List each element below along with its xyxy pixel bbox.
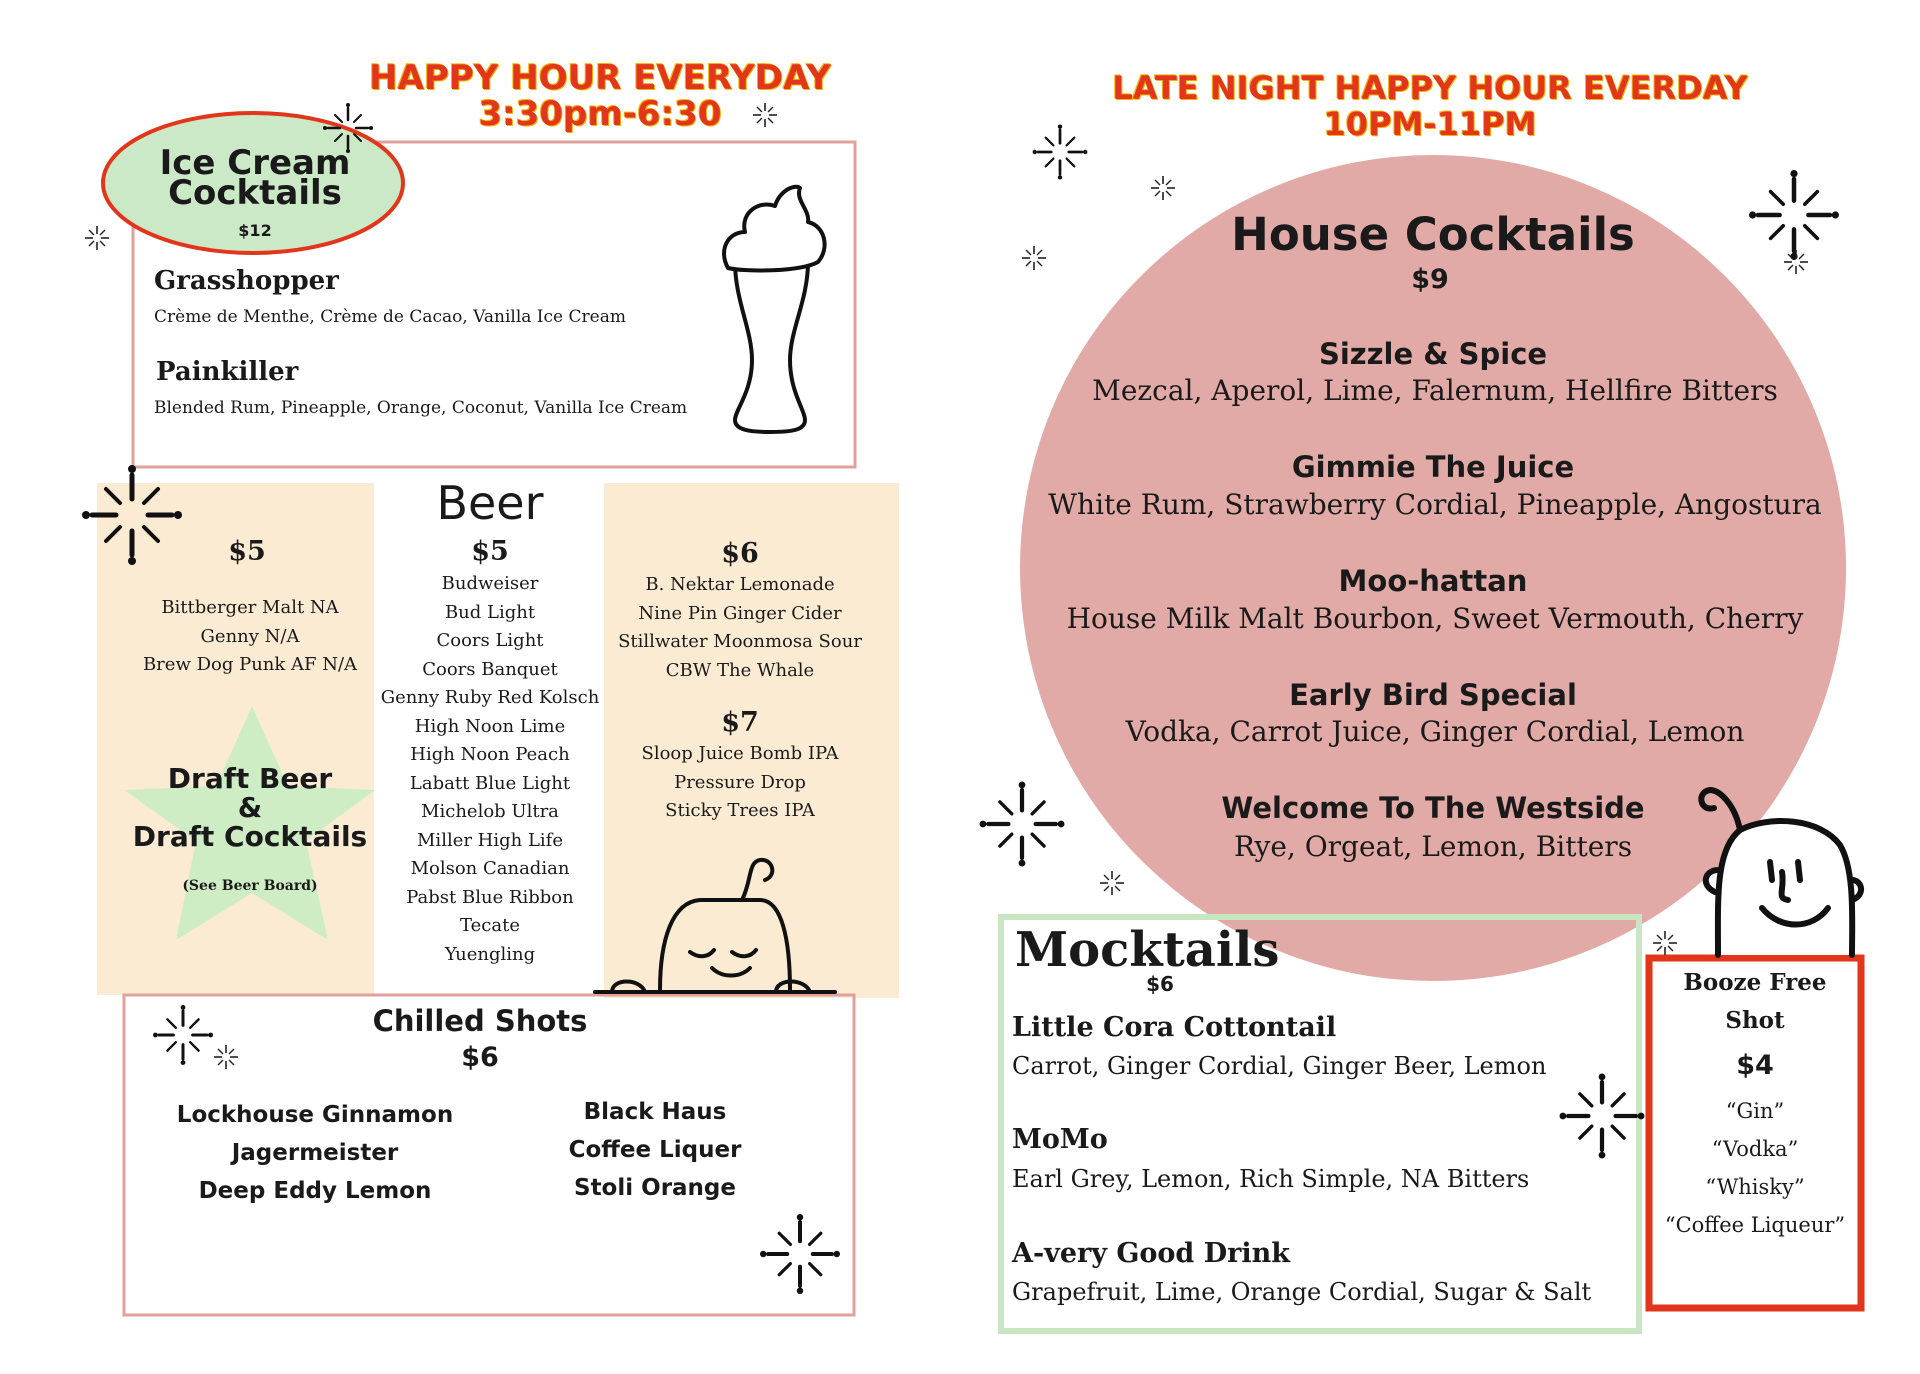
late-night-line1: LATE NIGHT HAPPY HOUR EVERDAY [1112, 69, 1748, 107]
list-item: High Noon Peach [410, 744, 570, 765]
list-item: Genny N/A [200, 625, 300, 647]
mocktails-title: Mocktails [1015, 922, 1280, 978]
draft-note: (See Beer Board) [182, 878, 318, 894]
list-item: Bittberger Malt NA [161, 597, 339, 618]
grasshopper-desc: Crème de Menthe, Crème de Cacao, Vanilla Ice Cream [154, 307, 626, 327]
list-item: Labatt Blue Light [409, 772, 571, 794]
shots-col1 [155, 1096, 475, 1210]
house-price: $9 [1411, 264, 1449, 295]
list-item: Jagermeister [231, 1140, 399, 1166]
painkiller-name: Painkiller [156, 357, 299, 387]
house-item-desc: White Rum, Strawberry Cordial, Pineapple, Angostura [1048, 488, 1822, 521]
beer-price: $5 [471, 536, 509, 567]
list-item: High Noon Lime [414, 715, 566, 737]
list-item: Pabst Blue Ribbon [406, 886, 574, 908]
mocktail-name: Little Cora Cottontail [1012, 1012, 1337, 1043]
ice-cream-title-line1: Ice Cream [159, 143, 351, 183]
draft-line1: Draft Beer [167, 762, 333, 795]
beer7-list [600, 740, 880, 826]
sparkle-icon [1653, 931, 1677, 955]
draft-label [100, 764, 400, 851]
sundae-glass-icon [724, 187, 825, 432]
list-item: “Vodka” [1711, 1137, 1799, 1161]
list-item: Yuengling [444, 943, 536, 965]
happy-hour-line1: HAPPY HOUR EVERYDAY [369, 58, 831, 98]
list-item: Genny Ruby Red Kolsch [380, 687, 600, 708]
list-item: Deep Eddy Lemon [198, 1178, 432, 1204]
beer-list [370, 570, 610, 969]
happy-hour-line2: 3:30pm-6:30 [478, 94, 722, 134]
sparkle-icon [214, 1045, 238, 1069]
list-item: “Coffee Liqueur” [1664, 1213, 1846, 1237]
shots-price: $6 [461, 1042, 499, 1073]
sparkle-icon [1784, 250, 1808, 274]
list-item: “Gin” [1725, 1099, 1785, 1123]
house-item-name: Moo-hattan [1338, 564, 1528, 598]
house-item-desc: Mezcal, Aperol, Lime, Falernum, Hellfire Bitters [1092, 374, 1778, 407]
house-item-desc: Vodka, Carrot Juice, Ginger Cordial, Lemon [1125, 715, 1745, 748]
sparkle-icon [1151, 176, 1175, 200]
sparkle-icon [1749, 170, 1839, 260]
mocktail-desc: Grapefruit, Lime, Orange Cordial, Sugar & Salt [1012, 1278, 1592, 1306]
grasshopper-name: Grasshopper [154, 266, 339, 296]
list-item: Sloop Juice Bomb IPA [641, 743, 839, 764]
late-night-line2: 10PM-11PM [1323, 105, 1537, 143]
shots-title: Chilled Shots [372, 1004, 588, 1038]
sparkle-icon [1560, 1074, 1645, 1159]
sparkle-icon [85, 226, 109, 250]
list-item: Stoli Orange [574, 1175, 736, 1201]
house-item-name: Early Bird Special [1289, 678, 1577, 712]
list-item: Tecate [460, 915, 520, 936]
list-item: Michelob Ultra [421, 801, 559, 822]
shots-col2 [530, 1093, 780, 1207]
list-item: Coors Light [436, 630, 544, 651]
list-item: “Whisky” [1705, 1175, 1805, 1199]
painkiller-desc: Blended Rum, Pineapple, Orange, Coconut, Vanilla Ice Cream [154, 398, 688, 418]
ice-cream-title [110, 143, 400, 213]
na-beer-price: $5 [228, 536, 266, 567]
mocktails-price: $6 [1146, 972, 1174, 996]
mocktail-name: A-very Good Drink [1012, 1238, 1290, 1269]
booze-free-title [1652, 964, 1858, 1040]
house-item-name: Welcome To The Westside [1221, 791, 1645, 825]
house-item-name: Gimmie The Juice [1291, 450, 1575, 484]
list-item: CBW The Whale [665, 659, 815, 681]
mocktail-name: MoMo [1012, 1124, 1108, 1155]
ice-cream-price: $12 [238, 221, 272, 240]
beer7-price: $7 [721, 707, 759, 738]
list-item: Lockhouse Ginnamon [176, 1102, 454, 1128]
house-item-desc: House Milk Malt Bourbon, Sweet Vermouth, Cherry [1066, 602, 1804, 635]
list-item: Coffee Liquer [568, 1137, 742, 1163]
beer6-price: $6 [721, 538, 759, 569]
mocktail-desc: Earl Grey, Lemon, Rich Simple, NA Bitters [1012, 1165, 1530, 1193]
sparkle-icon [153, 1005, 213, 1065]
booze-free-line1: Booze Free [1683, 969, 1827, 996]
list-item: Bud Light [444, 601, 536, 623]
list-item: Brew Dog Punk AF N/A [142, 654, 358, 675]
na-beer-list [110, 594, 390, 680]
late-night-header [1080, 70, 1780, 142]
booze-free-list [1652, 1092, 1858, 1244]
list-item: Molson Canadian [410, 858, 570, 879]
mocktail-desc: Carrot, Ginger Cordial, Ginger Beer, Lemon [1012, 1052, 1547, 1080]
list-item: Coors Banquet [422, 658, 558, 680]
list-item: Nine Pin Ginger Cider [638, 602, 842, 624]
list-item: Sticky Trees IPA [665, 800, 815, 821]
beer-title: Beer [436, 476, 544, 530]
draft-line2: & [237, 791, 263, 824]
list-item: Miller High Life [417, 829, 563, 851]
ice-cream-title-line2: Cocktails [168, 173, 342, 213]
list-item: B. Nektar Lemonade [645, 574, 835, 595]
list-item: Pressure Drop [674, 771, 806, 793]
list-item: Black Haus [583, 1099, 727, 1125]
booze-free-price: $4 [1736, 1050, 1774, 1081]
sparkle-icon [980, 782, 1065, 867]
sparkle-icon [760, 1214, 840, 1294]
list-item: Budweiser [441, 573, 539, 594]
sparkle-icon [1022, 246, 1046, 270]
list-item: Stillwater Moonmosa Sour [618, 631, 862, 652]
beer6-list [600, 571, 880, 685]
house-title: House Cocktails [1231, 208, 1635, 261]
booze-free-line2: Shot [1725, 1007, 1785, 1034]
sparkle-icon [1100, 871, 1124, 895]
draft-line3: Draft Cocktails [132, 820, 368, 853]
house-item-desc: Rye, Orgeat, Lemon, Bitters [1233, 830, 1633, 863]
house-item-name: Sizzle & Spice [1318, 337, 1548, 371]
happy-hour-header [330, 60, 870, 132]
